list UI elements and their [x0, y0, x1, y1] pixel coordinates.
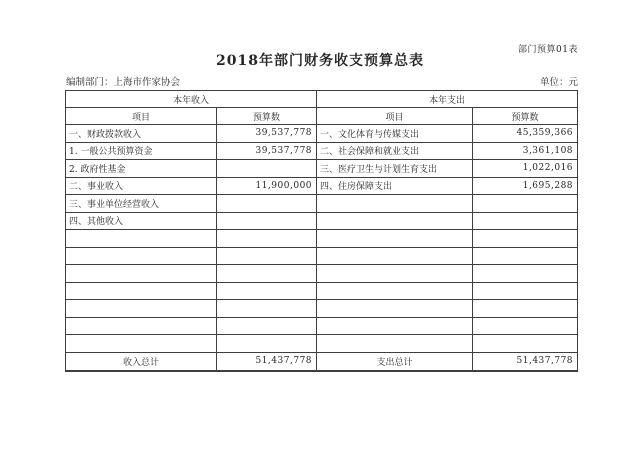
expense-item-cell	[317, 247, 473, 265]
column-header-row	[66, 108, 578, 125]
income-item-cell: 三、事业单位经营收入	[66, 195, 217, 213]
income-item-cell	[66, 247, 217, 265]
income-item-cell: 二、事业收入	[66, 177, 217, 195]
table-body	[66, 125, 578, 353]
expense-budget-cell	[473, 230, 578, 248]
section-header-row	[66, 91, 578, 108]
expense-total-value: 51,437,778	[473, 352, 578, 371]
income-budget-cell	[217, 265, 317, 283]
table-row	[66, 160, 578, 178]
table-row	[66, 195, 578, 213]
income-total-label: 收入总计	[66, 352, 217, 371]
income-item-column-header: 项目	[66, 108, 217, 125]
budget-table	[65, 90, 578, 372]
income-item-cell: 1. 一般公共预算资金	[66, 142, 217, 160]
income-section-header: 本年收入	[66, 91, 317, 108]
expense-item-cell	[317, 335, 473, 353]
expense-item-cell	[317, 317, 473, 335]
expense-item-cell: 一、文化体育与传媒支出	[317, 125, 473, 143]
expense-budget-cell	[473, 300, 578, 318]
meta-row	[66, 74, 578, 88]
expense-budget-cell	[473, 212, 578, 230]
unit-label: 单位：元	[539, 77, 578, 88]
table-row	[66, 177, 578, 195]
expense-budget-cell: 1,022,016	[473, 160, 578, 178]
expense-budget-cell: 3,361,108	[473, 142, 578, 160]
table-row	[66, 230, 578, 248]
table-row	[66, 125, 578, 143]
income-budget-cell: 11,900,000	[217, 177, 317, 195]
income-item-cell	[66, 230, 217, 248]
expense-budget-cell	[473, 335, 578, 353]
doc-ref: 部门预算01表	[518, 45, 578, 55]
expense-item-cell: 四、住房保障支出	[317, 177, 473, 195]
expense-item-cell: 二、社会保障和就业支出	[317, 142, 473, 160]
income-budget-cell	[217, 335, 317, 353]
expense-item-cell	[317, 195, 473, 213]
table-row	[66, 212, 578, 230]
income-budget-cell	[217, 212, 317, 230]
income-budget-cell	[217, 160, 317, 178]
income-item-cell	[66, 300, 217, 318]
income-budget-cell	[217, 282, 317, 300]
expense-budget-cell	[473, 265, 578, 283]
income-item-cell	[66, 317, 217, 335]
income-budget-cell	[217, 317, 317, 335]
expense-budget-cell	[473, 317, 578, 335]
page-title: 2018年部门财务收支预算总表	[216, 53, 424, 69]
expense-section-header: 本年支出	[317, 91, 578, 108]
income-item-cell	[66, 265, 217, 283]
expense-budget-cell: 1,695,288	[473, 177, 578, 195]
expense-item-cell	[317, 212, 473, 230]
income-item-cell	[66, 335, 217, 353]
table-row	[66, 142, 578, 160]
expense-total-label: 支出总计	[317, 352, 473, 371]
income-item-cell: 四、其他收入	[66, 212, 217, 230]
expense-item-cell	[317, 230, 473, 248]
income-budget-cell: 39,537,778	[217, 125, 317, 143]
expense-item-cell	[317, 300, 473, 318]
expense-budget-cell	[473, 195, 578, 213]
expense-item-cell: 三、医疗卫生与计划生育支出	[317, 160, 473, 178]
totals-row	[66, 352, 578, 371]
expense-item-cell	[317, 265, 473, 283]
income-item-cell	[66, 282, 217, 300]
income-budget-cell	[217, 300, 317, 318]
table-row	[66, 247, 578, 265]
expense-budget-cell: 45,359,366	[473, 125, 578, 143]
income-item-cell: 一、财政拨款收入	[66, 125, 217, 143]
table-row	[66, 282, 578, 300]
income-total-value: 51,437,778	[217, 352, 317, 371]
table-row	[66, 335, 578, 353]
prepared-by-label: 编制部门：上海市作家协会	[66, 77, 181, 88]
table-row	[66, 265, 578, 283]
expense-budget-cell	[473, 247, 578, 265]
expense-budget-column-header: 预算数	[473, 108, 578, 125]
income-budget-cell	[217, 247, 317, 265]
income-budget-cell	[217, 230, 317, 248]
expense-budget-cell	[473, 282, 578, 300]
expense-item-cell	[317, 282, 473, 300]
income-budget-column-header: 预算数	[217, 108, 317, 125]
income-item-cell: 2. 政府性基金	[66, 160, 217, 178]
expense-item-column-header: 项目	[317, 108, 473, 125]
table-row	[66, 300, 578, 318]
income-budget-cell: 39,537,778	[217, 142, 317, 160]
table-row	[66, 317, 578, 335]
income-budget-cell	[217, 195, 317, 213]
